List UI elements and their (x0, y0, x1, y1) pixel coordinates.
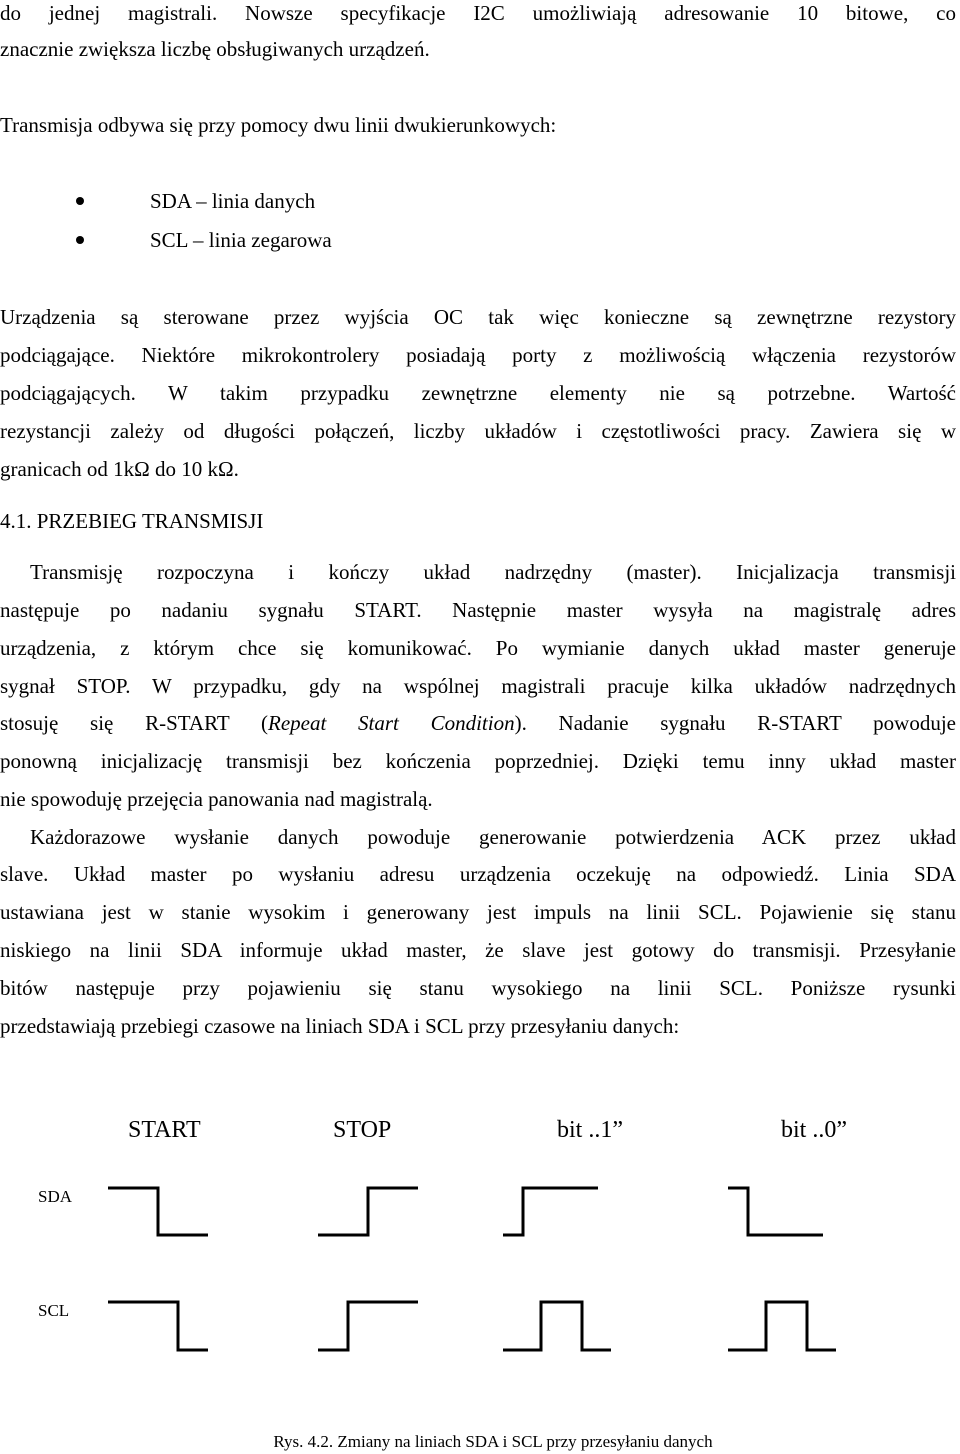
transmission-line-6: ponowną inicjalizację transmisji bez kończenia poprzedniej. Dzięki temu inny układ master (0, 749, 956, 773)
ack-line-6: przedstawiają przebiegi czasowe na liniach SDA i SCL przy przesyłaniu danych: (0, 1014, 680, 1038)
scl-stop-waveform (318, 1302, 418, 1350)
ack-line-3: ustawiana jest w stanie wysokim i generowany jest impuls na linii SCL. Pojawienie się stanu (0, 900, 956, 924)
transmission-intro: Transmisja odbywa się przy pomocy dwu linii dwukierunkowych: (0, 113, 557, 137)
label-sda: SDA (38, 1187, 73, 1206)
section-heading: 4.1. PRZEBIEG TRANSMISJI (0, 509, 264, 533)
scl-start-waveform (108, 1302, 208, 1350)
transmission-line-5-a: stosuję się R-START ( (0, 711, 268, 735)
ack-line-1: Każdorazowe wysłanie danych powoduje generowanie potwierdzenia ACK przez układ (30, 825, 956, 849)
bullet-icon (76, 236, 84, 244)
resistors-line-2: podciągające. Niektóre mikrokontrolery posiadają porty z możliwością włączenia rezystorów (0, 343, 956, 367)
header-stop: STOP (333, 1117, 392, 1143)
resistors-line-5: granicach od 1kΩ do 10 kΩ. (0, 457, 239, 481)
bullet-scl: SCL – linia zegarowa (150, 228, 332, 252)
intro-line-2: znacznie zwiększa liczbę obsługiwanych urządzeń. (0, 37, 430, 61)
transmission-line-2: następuje po nadaniu sygnału START. Następnie master wysyła na magistralę adres (0, 598, 956, 622)
ack-line-4: niskiego na linii SDA informuje układ master, że slave jest gotowy do transmisji. Przesyłanie (0, 938, 956, 962)
scl-bit0-waveform (728, 1302, 836, 1350)
transmission-line-5 (0, 711, 956, 735)
transmission-line-1: Transmisję rozpoczyna i kończy układ nadrzędny (master). Inicjalizacja transmisji (30, 560, 956, 584)
repeat-start-term: Repeat Start Condition (268, 711, 515, 735)
label-scl: SCL (38, 1301, 70, 1320)
header-start: START (128, 1117, 201, 1143)
sda-bit0-waveform (728, 1188, 823, 1235)
sda-start-waveform (108, 1188, 208, 1235)
resistors-line-3: podciągających. W takim przypadku zewnętrzne elementy nie są potrzebne. Wartość (0, 381, 956, 405)
resistors-line-1: Urządzenia są sterowane przez wyjścia OC tak więc konieczne są zewnętrzne rezystory (0, 305, 956, 329)
transmission-line-3: urządzenia, z którym chce się komunikować. Po wymianie danych układ master generuje (0, 636, 956, 660)
resistors-line-4: rezystancji zależy od długości połączeń, liczby układów i częstotliwości pracy. Zawiera się w (0, 419, 956, 443)
figure-caption: Rys. 4.2. Zmiany na liniach SDA i SCL przy przesyłaniu danych (273, 1432, 713, 1451)
ack-line-5: bitów następuje przy pojawieniu się stanu wysokiego na linii SCL. Poniższe rysunki (0, 976, 956, 1000)
ack-line-2: slave. Układ master po wysłaniu adresu urządzenia oczekuję na odpowiedź. Linia SDA (0, 862, 956, 886)
bullet-sda: SDA – linia danych (150, 189, 316, 213)
sda-bit1-waveform (503, 1188, 598, 1235)
transmission-line-4: sygnał STOP. W przypadku, gdy na wspólnej magistrali pracuje kilka układów nadrzędnych (0, 674, 956, 698)
header-bit-0: bit ..0” (781, 1117, 847, 1143)
transmission-line-5-b: ). Nadanie sygnału R-START powoduje (514, 711, 957, 735)
transmission-line-7: nie spowoduję przejęcia panowania nad magistralą. (0, 787, 433, 811)
header-bit-1: bit ..1” (557, 1117, 623, 1143)
bullet-icon (76, 197, 84, 205)
intro-line-1: do jednej magistrali. Nowsze specyfikacje I2C umożliwiają adresowanie 10 bitowe, co (0, 1, 956, 25)
sda-stop-waveform (318, 1188, 418, 1235)
timing-diagram (0, 1080, 960, 1420)
scl-bit1-waveform (503, 1302, 611, 1350)
